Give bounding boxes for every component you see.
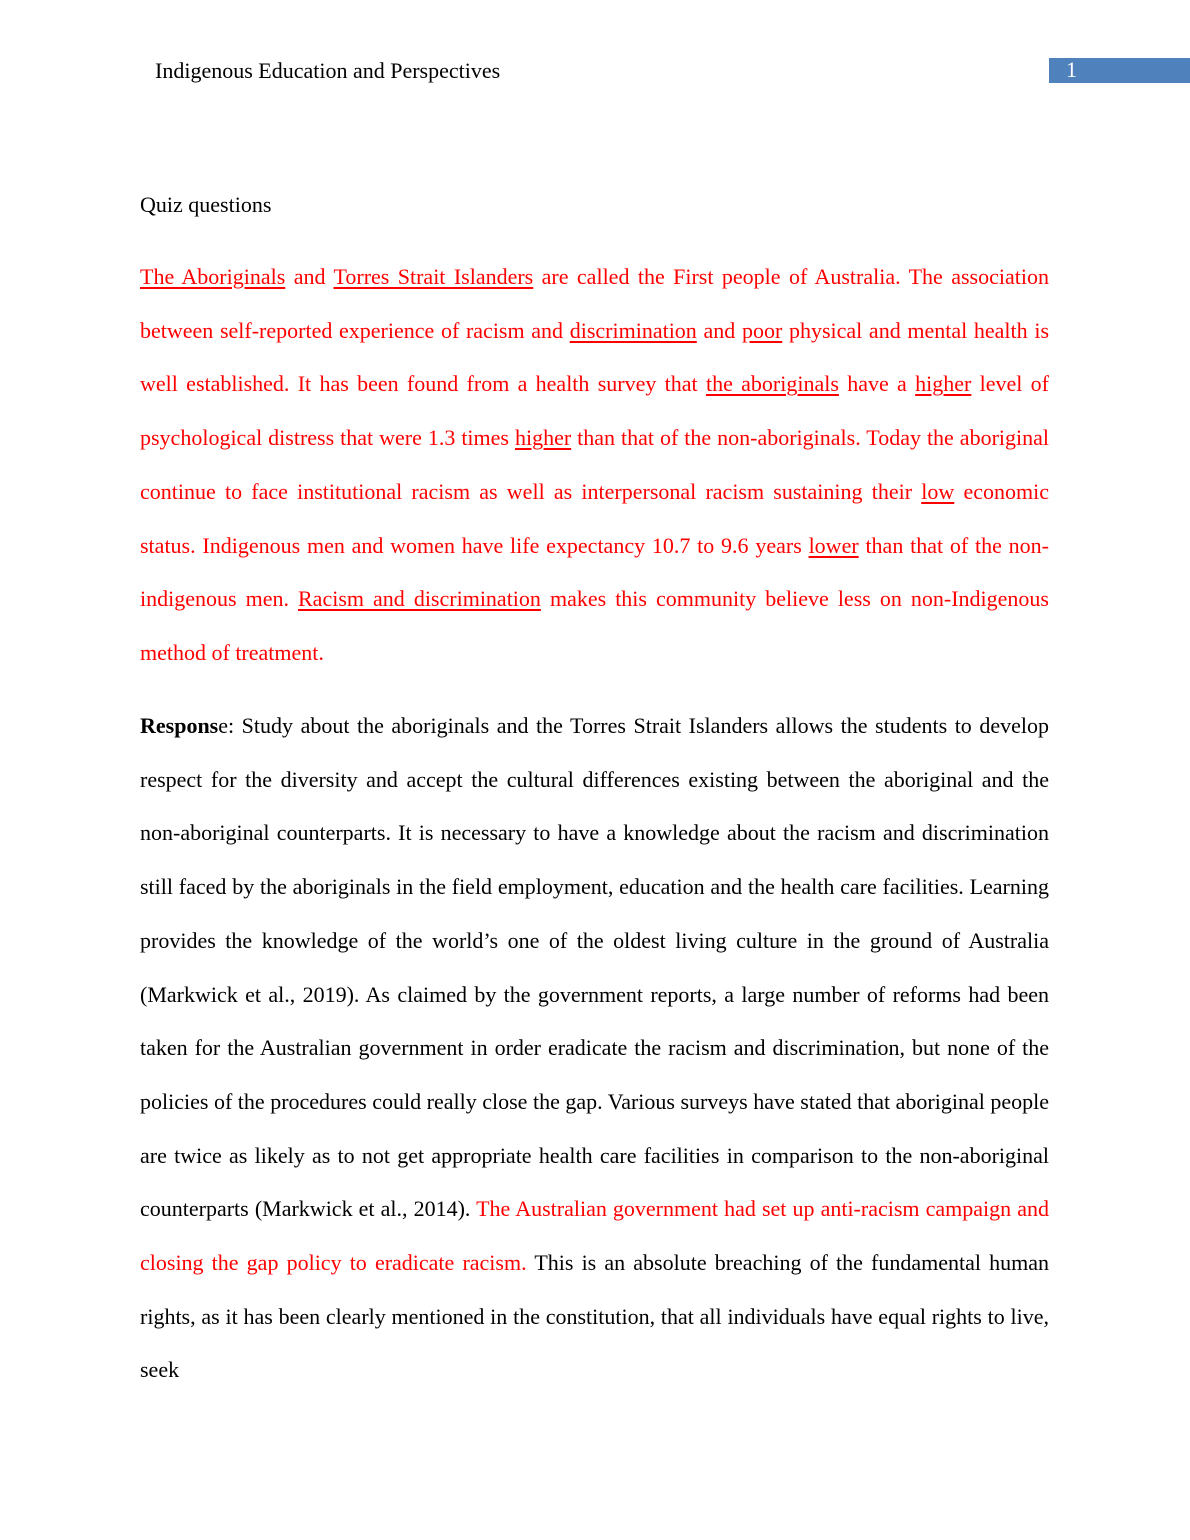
underlined-term: The Aboriginals bbox=[140, 264, 286, 289]
underlined-term: discrimination bbox=[569, 317, 697, 343]
question-text: level of psychological distress that were 1.3 times bbox=[140, 371, 1049, 451]
question-text: and bbox=[696, 317, 742, 343]
question-text: physical and mental health is well established. It has been found from a health survey that bbox=[140, 317, 1050, 397]
page-number-bar bbox=[1049, 58, 1190, 83]
question-text: economic status. Indigenous men and women have life expectancy 10.7 to 9.6 years bbox=[140, 478, 1049, 558]
question-text: and bbox=[285, 264, 334, 289]
response-highlight: The Australian government had set up anti-racism campaign and closing the gap policy to eradicate racism. bbox=[140, 1196, 1049, 1276]
question-text: are called the First people of Australia. The association between self-reported experience of racism and bbox=[140, 264, 1049, 343]
response-text: : Study about the aboriginals and the Torres Strait Islanders allows the students to develop respect for the diversity and accept the cultural differences existing between the aboriginal and the non-aboriginal counterparts. It is necessary to have a knowledge about the racism and discrimination still faced by the aboriginals in the field employment, education and the health care facilities. Learning provides the knowledge of the world’s one of the oldest living culture in the ground of Australia (Markwick et al., 2019). As claimed by the government reports, a large number of reforms had been taken for the Australian government in order eradicate the racism and discrimination, but none of the policies of the procedures could really close the gap. Various surveys have stated that aboriginal people are twice as likely as to not get appropriate health care facilities in comparison to the non-aboriginal counterparts (Markwick et al., 2014). bbox=[140, 713, 1049, 1222]
underlined-term: low bbox=[921, 478, 955, 504]
underlined-term: Racism and discrimination bbox=[298, 586, 541, 612]
question-text: have a bbox=[838, 371, 916, 397]
underlined-term: poor bbox=[741, 317, 783, 343]
underlined-term: lower bbox=[808, 532, 859, 558]
header-title: Indigenous Education and Perspectives bbox=[155, 58, 501, 83]
underlined-term: the aboriginals bbox=[705, 371, 839, 397]
question-text: than that of the non-aboriginals. Today the aboriginal continue to face institutional racism as well as interpersonal racism sustaining their bbox=[140, 425, 1049, 504]
underlined-term: higher bbox=[514, 425, 572, 451]
page-number: 1 bbox=[1066, 57, 1077, 82]
question-text: makes this community believe less on non-Indigenous method of treatment. bbox=[140, 586, 1049, 665]
underlined-term: higher bbox=[915, 371, 972, 397]
question-text: than that of the non-indigenous men. bbox=[140, 532, 1049, 612]
response-paragraph bbox=[140, 699, 1049, 1397]
response-label-rest: e bbox=[218, 713, 229, 738]
response-label: Respons bbox=[140, 713, 219, 738]
response-text-continued: This is an absolute breaching of the fundamental human rights, as it has been clearly mentioned in the constitution, that all individuals have equal rights to live, seek bbox=[140, 1250, 1049, 1383]
section-heading: Quiz questions bbox=[140, 192, 272, 217]
underlined-term: Torres Strait Islanders bbox=[333, 264, 534, 289]
question-paragraph bbox=[140, 250, 1049, 680]
